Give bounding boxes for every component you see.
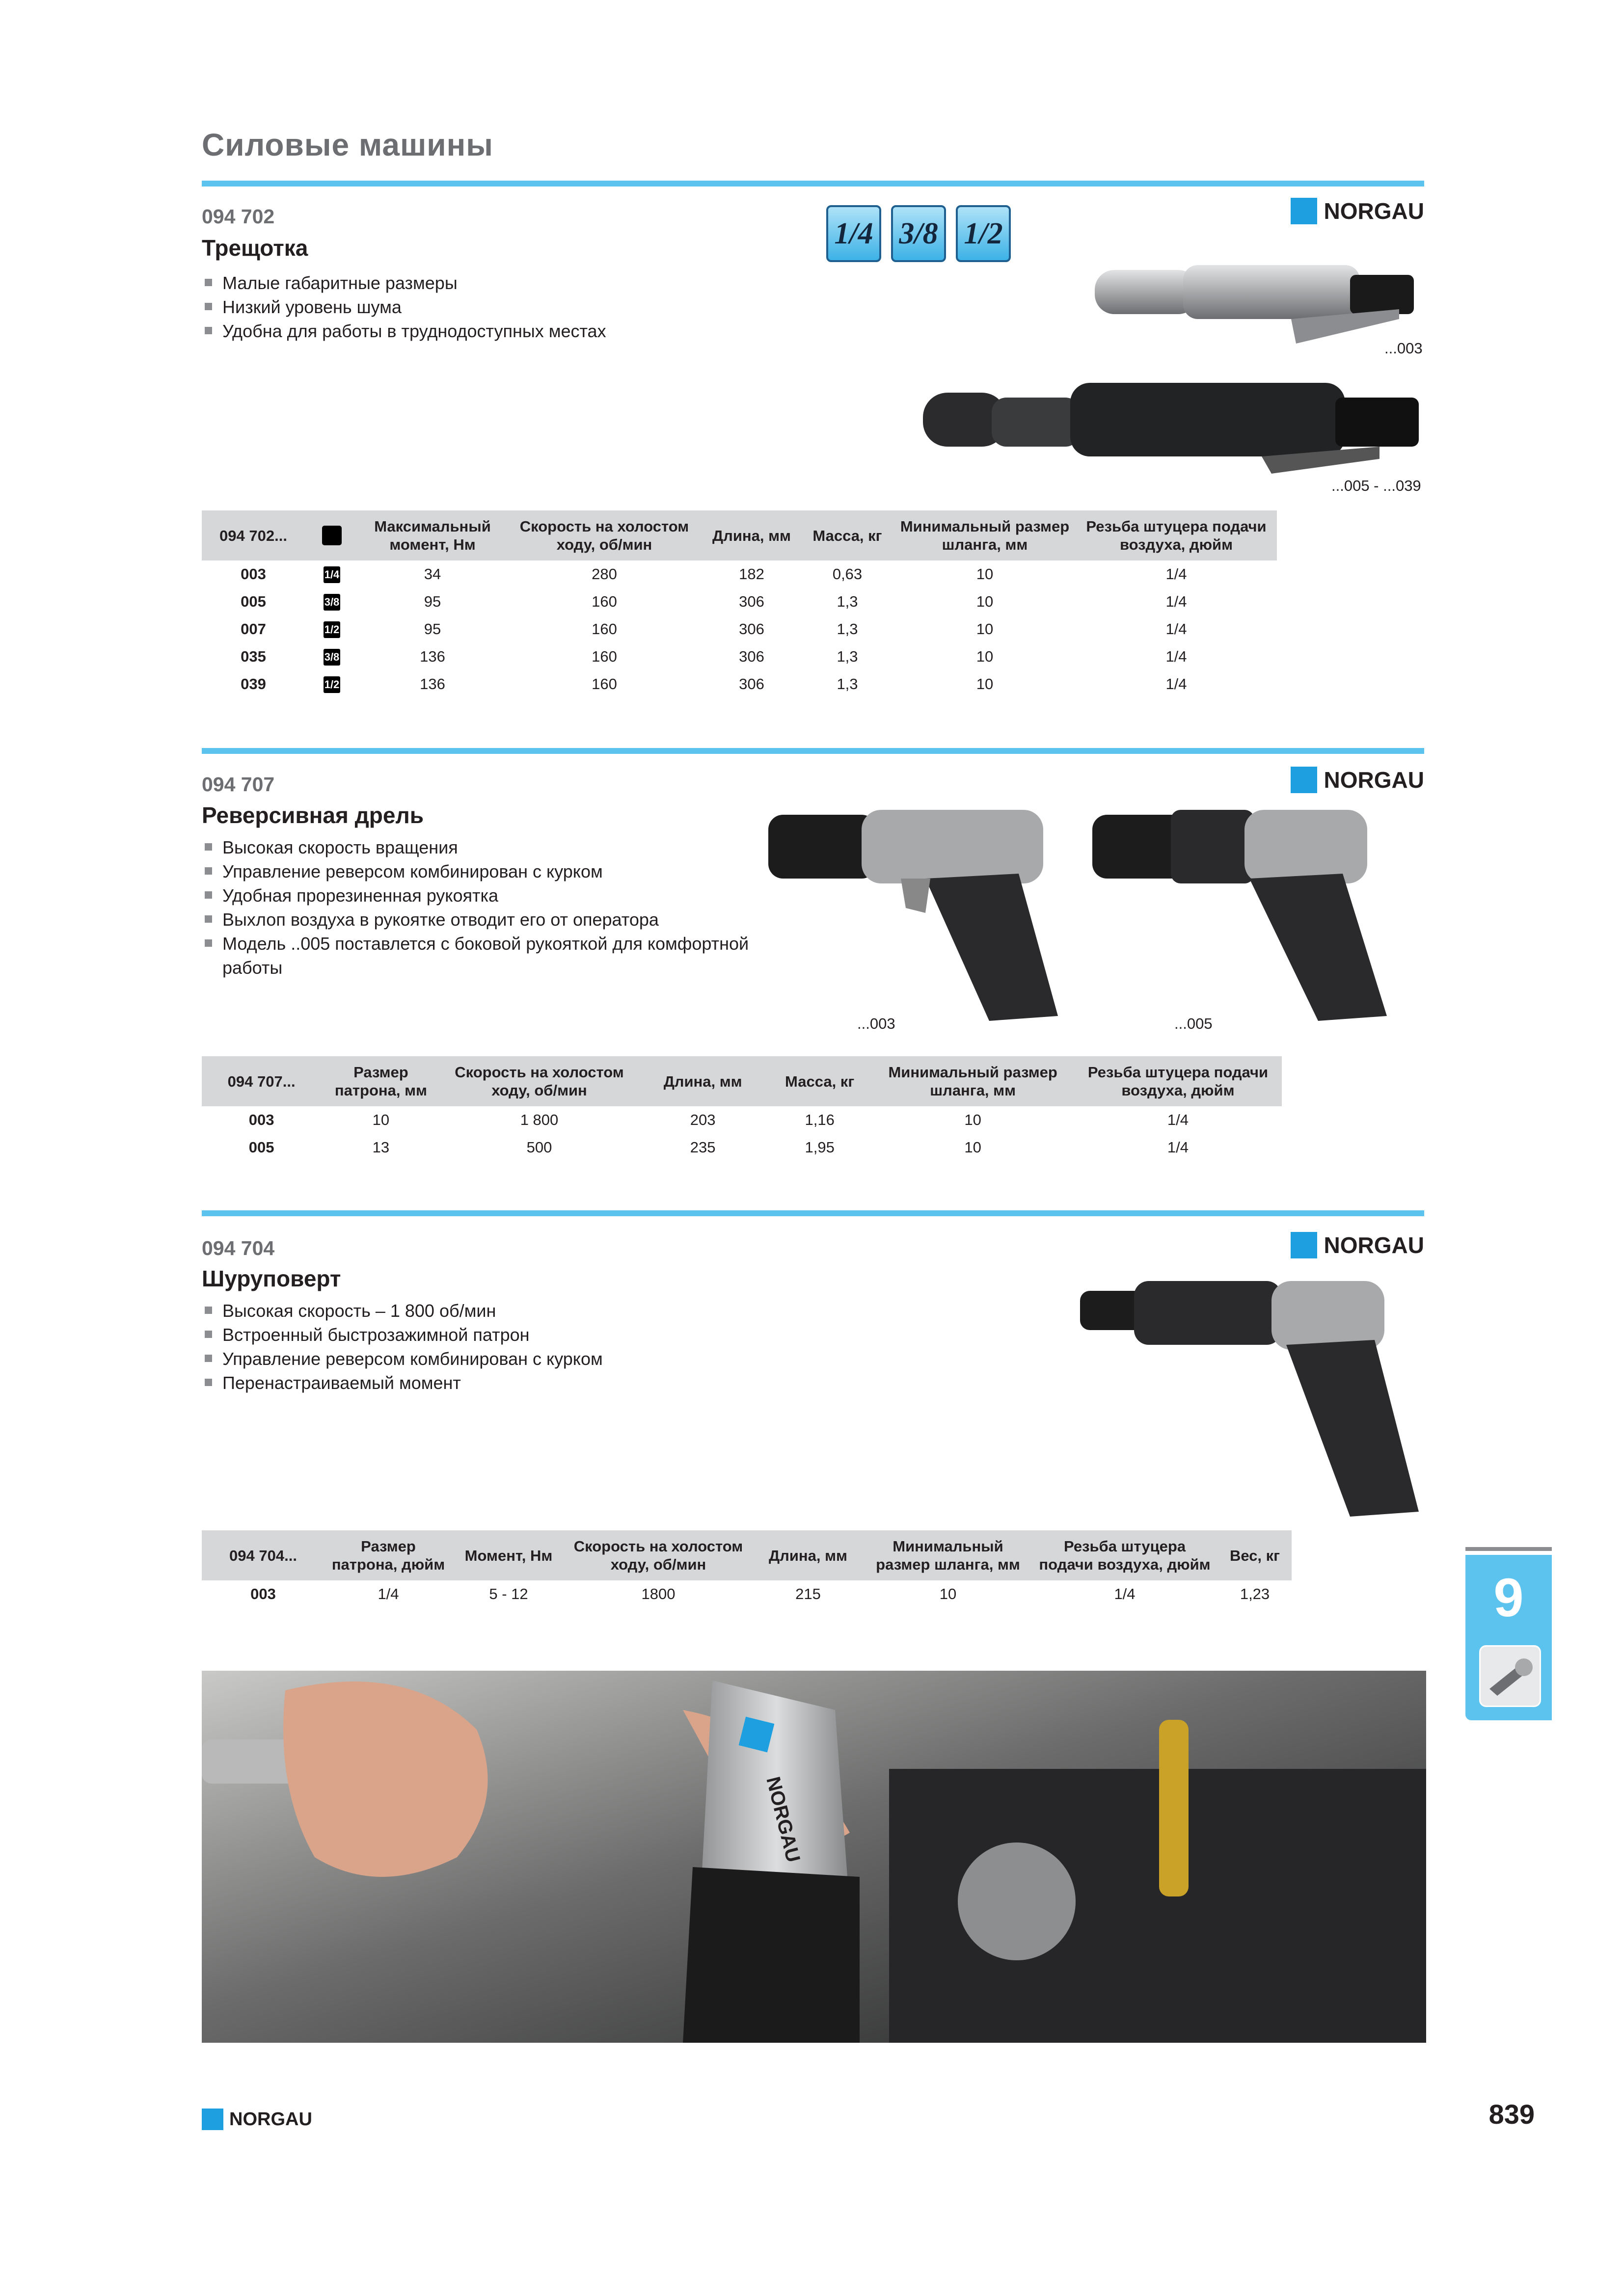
table-cell: 1/4 (1114, 1585, 1136, 1602)
table-cell: 1/4 (1165, 593, 1187, 610)
table-header-row (202, 1056, 1282, 1106)
table-cell: 160 (592, 620, 617, 638)
feature-item: Встроенный быстрозажимной патрон (202, 1323, 791, 1347)
column-header: 094 704... (202, 1530, 325, 1580)
feature-list (202, 835, 766, 980)
table-cell: 10 (976, 620, 994, 638)
brand-square-icon (202, 2109, 223, 2130)
tab-divider (1465, 1547, 1552, 1551)
column-header: Минимальный размер шланга, мм (871, 1056, 1074, 1106)
table-cell: 5 - 12 (489, 1585, 528, 1602)
product-name: Реверсивная дрель (202, 802, 424, 828)
table-header-row (202, 1530, 1292, 1580)
feature-list (202, 271, 791, 343)
feature-list (202, 1299, 791, 1395)
table-cell: 280 (592, 565, 617, 583)
brand-square-icon (1291, 1232, 1317, 1258)
column-header: Длина, мм (703, 510, 801, 561)
table-cell: 34 (424, 565, 441, 583)
table-cell (305, 670, 359, 698)
drive-size-badges (826, 205, 1011, 262)
column-header: Размер патрона, мм (321, 1056, 440, 1106)
section-divider (202, 748, 1424, 754)
column-header: Момент, Нм (452, 1530, 565, 1580)
table-cell: 203 (690, 1111, 716, 1128)
table-cell: 306 (739, 675, 764, 693)
column-header: Скорость на холостом ходу, об/мин (441, 1056, 638, 1106)
table-cell: 306 (739, 593, 764, 610)
image-caption: ...003 (1384, 340, 1423, 357)
table-cell: 1/4 (1165, 565, 1187, 583)
table-cell: 1,23 (1240, 1585, 1270, 1602)
image-caption: ...005 - ...039 (1331, 477, 1421, 494)
table-cell: 10 (976, 593, 994, 610)
table-cell (305, 588, 359, 615)
table-row (202, 615, 1277, 643)
table-cell: 160 (592, 593, 617, 610)
table-cell: 1/4 (1167, 1139, 1189, 1156)
brand-logo: NORGAU (1291, 767, 1424, 793)
brand-logo: NORGAU (1291, 1232, 1424, 1258)
table-cell: 95 (424, 593, 441, 610)
feature-item: Удобна для работы в труднодоступных местах (202, 319, 791, 343)
feature-item: Выхлоп воздуха в рукоятке отводит его от оператора (202, 908, 766, 932)
table-cell: 003 (248, 1111, 274, 1128)
column-header: Скорость на холостом ходу, об/мин (506, 510, 703, 561)
product-name: Трещотка (202, 235, 308, 261)
column-header: Минимальный размер шланга, мм (865, 1530, 1031, 1580)
product-code: 094 707 (202, 773, 275, 796)
feature-item: Перенастраиваемый момент (202, 1371, 791, 1395)
table-cell: 160 (592, 648, 617, 665)
table-cell: 306 (739, 648, 764, 665)
table-cell: 1,3 (837, 620, 858, 638)
table-cell (305, 615, 359, 643)
table-cell: 003 (241, 565, 266, 583)
table-cell: 003 (250, 1585, 276, 1602)
square-drive-icon (322, 526, 342, 545)
table-cell: 1,3 (837, 648, 858, 665)
drive-size-icon: 3/8 (324, 649, 340, 666)
section-divider (202, 181, 1424, 187)
table-cell: 10 (939, 1585, 957, 1602)
table-cell: 035 (241, 648, 266, 665)
drill-005-image (1087, 805, 1402, 1031)
table-cell: 136 (420, 675, 445, 693)
table-cell: 1/4 (1167, 1111, 1189, 1128)
column-header: Масса, кг (768, 1056, 872, 1106)
table-header-row (202, 510, 1277, 561)
ratchet-003-image (1085, 245, 1429, 358)
size-badge: 1/4 (826, 205, 881, 262)
feature-item: Удобная прорезиненная рукоятка (202, 883, 766, 908)
table-cell: 215 (795, 1585, 821, 1602)
column-header: Длина, мм (638, 1056, 767, 1106)
table-cell: 182 (739, 565, 764, 583)
table-row (202, 1106, 1282, 1134)
product-code: 094 704 (202, 1237, 275, 1259)
column-header: 094 702... (202, 510, 305, 561)
size-badge: 1/2 (956, 205, 1011, 262)
table-cell: 0,63 (832, 565, 863, 583)
section-number: 9 (1493, 1568, 1524, 1628)
table-row (202, 643, 1277, 670)
section-divider (202, 1210, 1424, 1216)
table-row (202, 588, 1277, 615)
table-cell: 95 (424, 620, 441, 638)
table-cell: 235 (690, 1139, 716, 1156)
table-cell: 039 (241, 675, 266, 693)
feature-item: Высокая скорость вращения (202, 835, 766, 859)
table-row (202, 1580, 1292, 1608)
column-header: Скорость на холостом ходу, об/мин (565, 1530, 752, 1580)
spec-table (202, 1530, 1292, 1608)
product-code: 094 702 (202, 205, 275, 228)
table-cell (305, 561, 359, 588)
table-cell: 1 800 (520, 1111, 559, 1128)
spec-table (202, 510, 1277, 698)
table-cell: 160 (592, 675, 617, 693)
table-row (202, 1134, 1282, 1161)
column-header: Размер патрона, дюйм (325, 1530, 452, 1580)
table-cell: 1/4 (1165, 675, 1187, 693)
feature-item: Малые габаритные размеры (202, 271, 791, 295)
feature-item: Низкий уровень шума (202, 295, 791, 319)
page-number: 839 (1488, 2099, 1535, 2130)
grinder-icon (1479, 1645, 1541, 1707)
feature-item: Управление реверсом комбинирован с курком (202, 859, 766, 883)
footer-brand-logo: NORGAU (202, 2109, 312, 2130)
table-cell (305, 643, 359, 670)
product-name: Шуруповерт (202, 1266, 341, 1291)
table-cell: 005 (248, 1139, 274, 1156)
spec-table (202, 1056, 1282, 1161)
workshop-photo (202, 1671, 1426, 2043)
table-cell: 1/4 (1165, 648, 1187, 665)
brand-square-icon (1291, 198, 1317, 224)
table-cell: 10 (372, 1111, 390, 1128)
column-header: Максимальный момент, Нм (359, 510, 506, 561)
table-cell: 1,3 (837, 675, 858, 693)
table-cell: 10 (964, 1111, 981, 1128)
ratchet-005-039-image (918, 373, 1429, 476)
table-cell: 10 (976, 565, 994, 583)
drive-size-icon: 1/4 (324, 566, 340, 583)
screwdriver-003-image (1075, 1276, 1429, 1531)
table-cell: 306 (739, 620, 764, 638)
column-header: Длина, мм (752, 1530, 865, 1580)
page-title: Силовые машины (202, 127, 493, 162)
brand-logo: NORGAU (1291, 198, 1424, 224)
table-cell: 1/4 (378, 1585, 399, 1602)
table-cell: 1,95 (805, 1139, 835, 1156)
size-badge: 3/8 (891, 205, 946, 262)
column-header (305, 510, 359, 561)
drive-size-icon: 3/8 (324, 594, 340, 611)
table-cell: 005 (241, 593, 266, 610)
drill-003-image (763, 805, 1068, 1031)
image-caption: ...005 (1174, 1015, 1213, 1032)
table-cell: 10 (964, 1139, 981, 1156)
table-row (202, 670, 1277, 698)
table-row (202, 561, 1277, 588)
table-cell: 13 (372, 1139, 390, 1156)
column-header: 094 707... (202, 1056, 321, 1106)
brand-square-icon (1291, 767, 1317, 793)
table-cell: 136 (420, 648, 445, 665)
table-cell: 1,3 (837, 593, 858, 610)
column-header: Масса, кг (801, 510, 894, 561)
table-cell: 10 (976, 675, 994, 693)
photo-brand-label: NORGAU (762, 1774, 804, 1865)
table-cell: 007 (241, 620, 266, 638)
column-header: Минимальный размер шланга, мм (894, 510, 1076, 561)
feature-item: Высокая скорость – 1 800 об/мин (202, 1299, 791, 1323)
drive-size-icon: 1/2 (324, 676, 340, 693)
table-cell: 1800 (641, 1585, 676, 1602)
section-tab (1465, 1555, 1552, 1720)
drive-size-icon: 1/2 (324, 621, 340, 638)
column-header: Резьба штуцера подачи воздуха, дюйм (1031, 1530, 1218, 1580)
table-cell: 1,16 (805, 1111, 835, 1128)
feature-item: Модель ..005 поставлется с боковой рукояткой для комфортной работы (202, 932, 766, 980)
column-header: Вес, кг (1218, 1530, 1292, 1580)
feature-item: Управление реверсом комбинирован с курком (202, 1347, 791, 1371)
table-cell: 500 (526, 1139, 552, 1156)
image-caption: ...003 (857, 1015, 895, 1032)
table-cell: 10 (976, 648, 994, 665)
column-header: Резьба штуцера подачи воздуха, дюйм (1074, 1056, 1282, 1106)
column-header: Резьба штуцера подачи воздуха, дюйм (1076, 510, 1277, 561)
table-cell: 1/4 (1165, 620, 1187, 638)
